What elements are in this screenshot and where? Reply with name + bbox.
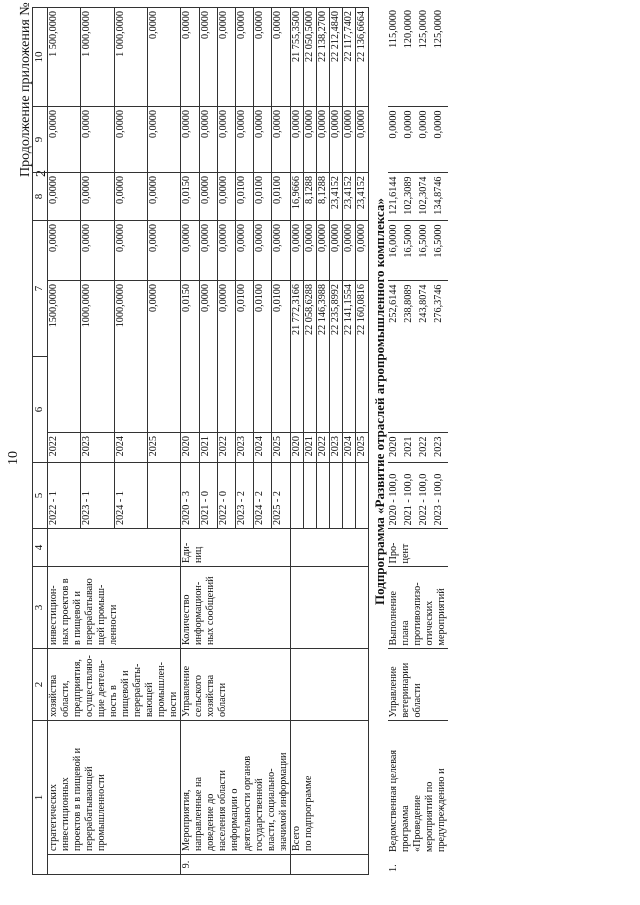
executor: [290, 649, 368, 721]
indicator-value: [303, 463, 316, 529]
local-budget: 0,0000: [290, 107, 303, 173]
local-budget: 0,0000: [272, 107, 290, 173]
federal-budget: 0,0000: [235, 221, 253, 281]
extra-budget: 22 117,7402: [342, 8, 355, 107]
table-row: [181, 8, 199, 875]
year: 2022: [48, 433, 81, 463]
regional-budget: 0,0000: [114, 173, 147, 221]
regional-budget: 23,4152: [355, 173, 368, 221]
item-number: [290, 855, 368, 875]
extra-budget: 0,0000: [254, 8, 272, 107]
header-cell: 10: [33, 8, 48, 107]
total-amount: 22 160,0816: [355, 281, 368, 433]
extra-budget: 120,0000: [403, 10, 415, 49]
year: 2021: [303, 433, 316, 463]
year: 2023: [433, 433, 448, 463]
local-budget: 0,0000: [199, 107, 217, 173]
local-budget: 0,0000: [217, 107, 235, 173]
extra-budget: 22 212,4840: [329, 8, 342, 107]
local-budget: 0,0000: [48, 107, 81, 173]
total-amount: 0,0000: [147, 281, 180, 433]
federal-budget: 16,0000: [388, 221, 403, 281]
local-budget: 0,0000: [388, 107, 403, 173]
extra-budget: 1 000,0000: [114, 8, 147, 107]
regional-budget: 0,0100: [254, 173, 272, 221]
indicator-value: 2024 - 1: [114, 463, 147, 529]
regional-budget: 0,0150: [181, 173, 199, 221]
federal-budget: 0,0000: [303, 221, 316, 281]
indicator-value: [355, 463, 368, 529]
event-name: Ведомственная целевая программа «Проведение мероприятий по предупреждению и: [388, 721, 448, 855]
federal-budget: 0,0000: [342, 221, 355, 281]
table-row: [48, 8, 81, 875]
header-cell: 2: [33, 649, 48, 721]
local-budget: 0,0000: [114, 107, 147, 173]
federal-budget: 0,0000: [355, 221, 368, 281]
regional-budget: 0,0000: [217, 173, 235, 221]
total-amount: 22 141,1554: [342, 281, 355, 433]
year: 2022: [316, 433, 329, 463]
local-budget: 0,0000: [181, 107, 199, 173]
header-cell: 1: [33, 721, 48, 875]
local-budget: 0,0000: [303, 107, 316, 173]
total-amount: 276,3746: [433, 281, 448, 433]
header-cell: 7: [33, 221, 48, 357]
local-budget: 0,0000: [235, 107, 253, 173]
regional-budget: 23,4152: [329, 173, 342, 221]
event-name: стратегических инвестиционных проектов в в пищевой и перерабатывающей промышленности: [48, 721, 181, 855]
year: 2025: [355, 433, 368, 463]
indicator-value: 2020 - 100,0: [388, 463, 403, 529]
total-amount: 0,0100: [272, 281, 290, 433]
table-row: [290, 8, 303, 875]
indicator-value: 2023 - 100,0: [433, 463, 448, 529]
extra-budget: 1 500,0000: [48, 8, 81, 107]
regional-budget: 121,6144: [388, 173, 403, 221]
total-amount: 1000,0000: [114, 281, 147, 433]
extra-budget: 22 138,2700: [316, 8, 329, 107]
indicator: инвестицион- ных проектов в в пищевой и перерабатываю щей промыш- ленности: [48, 567, 181, 649]
indicator-value: 2023 - 1: [81, 463, 114, 529]
local-budget: 0,0000: [418, 107, 433, 173]
local-budget: 0,0000: [403, 107, 418, 173]
federal-budget: 0,0000: [114, 221, 147, 281]
year: 2022: [217, 433, 235, 463]
local-budget: 0,0000: [316, 107, 329, 173]
unit: [48, 529, 181, 567]
regional-budget: 0,0000: [199, 173, 217, 221]
federal-budget: 0,0000: [272, 221, 290, 281]
year: 2024: [342, 433, 355, 463]
header-cell: 3: [33, 567, 48, 649]
regional-budget: 0,0000: [147, 173, 180, 221]
total-amount: 1500,0000: [48, 281, 81, 433]
federal-budget: 0,0000: [254, 221, 272, 281]
local-budget: 0,0000: [433, 107, 448, 173]
local-budget: 0,0000: [81, 107, 114, 173]
total-amount: 22 058,6288: [303, 281, 316, 433]
federal-budget: 0,0000: [48, 221, 81, 281]
year: 2020: [388, 433, 403, 463]
year: 2023: [235, 433, 253, 463]
regional-budget: 0,0100: [235, 173, 253, 221]
extra-budget: 22 136,6664: [355, 8, 368, 107]
page-number: 10: [6, 451, 21, 465]
extra-budget: 0,0000: [181, 8, 199, 107]
header-cell: 8: [33, 173, 48, 221]
federal-budget: 16,5000: [433, 221, 448, 281]
year: 2023: [329, 433, 342, 463]
unit: Про- цент: [388, 529, 448, 567]
indicator-value: [290, 463, 303, 529]
extra-budget: 0,0000: [147, 8, 180, 107]
federal-budget: 0,0000: [217, 221, 235, 281]
extra-budget: 22 050,5000: [303, 8, 316, 107]
executor: хозяйства области, предприятия, осуществляю- щие деятель- ность в пищевой и перерабаты- вающей промышлен- ности: [48, 649, 181, 721]
total-amount: 243,8074: [418, 281, 433, 433]
indicator-value: 2022 - 100,0: [418, 463, 433, 529]
year: 2021: [199, 433, 217, 463]
federal-budget: 0,0000: [147, 221, 180, 281]
total-amount: 1000,0000: [81, 281, 114, 433]
total-amount: 21 772,3166: [290, 281, 303, 433]
regional-budget: 23,4152: [342, 173, 355, 221]
executor: Управление ветеринарии области: [388, 649, 448, 721]
unit: [290, 529, 368, 567]
indicator-value: [147, 463, 180, 529]
indicator-value: 2022 - 1: [48, 463, 81, 529]
federal-budget: 0,0000: [181, 221, 199, 281]
extra-budget: 0,0000: [235, 8, 253, 107]
year: 2022: [418, 433, 433, 463]
indicator-value: 2022 - 0: [217, 463, 235, 529]
header-cell: 6: [33, 357, 48, 463]
event-name: Мероприятия, направленные на доведение до населения области информации о деятельности органов государственной власти, социально- значимой информации: [181, 721, 290, 855]
federal-budget: 0,0000: [81, 221, 114, 281]
extra-budget: 0,0000: [272, 8, 290, 107]
indicator: Выполнение плана противоэпизо- отических мероприятий: [388, 567, 448, 649]
total-amount: 0,0100: [235, 281, 253, 433]
extra-budget: 1 000,0000: [81, 8, 114, 107]
total-amount: 0,0000: [199, 281, 217, 433]
total-amount: 252,6144: [388, 281, 403, 433]
federal-budget: 0,0000: [199, 221, 217, 281]
local-budget: 0,0000: [355, 107, 368, 173]
federal-budget: 0,0000: [316, 221, 329, 281]
appendix-caption: Продолжение приложения № 2: [18, 2, 49, 177]
year: 2025: [272, 433, 290, 463]
event-name: Всего по подпрограмме: [290, 721, 368, 855]
regional-budget: 0,0100: [272, 173, 290, 221]
total-amount: 0,0150: [181, 281, 199, 433]
local-budget: 0,0000: [329, 107, 342, 173]
federal-budget: 0,0000: [290, 221, 303, 281]
header-cell: 5: [33, 463, 48, 529]
regional-budget: 102,3089: [403, 173, 418, 221]
extra-budget: 125,0000: [418, 10, 430, 49]
local-budget: 0,0000: [147, 107, 180, 173]
total-amount: 238,8089: [403, 281, 418, 433]
subprogram-title: Подпрограмма «Развитие отраслей агропромышленного комплекса»: [372, 198, 387, 605]
federal-budget: 16,5000: [403, 221, 418, 281]
year: 2025: [147, 433, 180, 463]
local-budget: 0,0000: [342, 107, 355, 173]
total-amount: 0,0000: [217, 281, 235, 433]
indicator-value: 2020 - 3: [181, 463, 199, 529]
total-amount: 22 235,8992: [329, 281, 342, 433]
extra-budget: 125,0000: [433, 10, 445, 49]
regional-budget: 0,0000: [81, 173, 114, 221]
extra-budget: 21 755,3500: [290, 8, 303, 107]
table-row: [388, 7, 403, 875]
indicator-value: [316, 463, 329, 529]
extra-budget: 115,0000: [388, 10, 399, 48]
year: 2023: [81, 433, 114, 463]
federal-budget: 0,0000: [329, 221, 342, 281]
header-cell: 4: [33, 529, 48, 567]
total-amount: 0,0100: [254, 281, 272, 433]
indicator-value: 2023 - 2: [235, 463, 253, 529]
indicator: [290, 567, 368, 649]
extra-budget: 0,0000: [199, 8, 217, 107]
year: 2020: [290, 433, 303, 463]
regional-budget: 8,1288: [303, 173, 316, 221]
executor: Управление сельского хозяйства области: [181, 649, 290, 721]
item-number: 9.: [181, 855, 290, 875]
item-number: [48, 855, 181, 875]
indicator-value: [329, 463, 342, 529]
indicator-value: 2024 - 2: [254, 463, 272, 529]
regional-budget: 0,0000: [48, 173, 81, 221]
regional-budget: 8,1288: [316, 173, 329, 221]
federal-budget: 16,5000: [418, 221, 433, 281]
extra-budget: 0,0000: [217, 8, 235, 107]
year: 2024: [254, 433, 272, 463]
unit: Еди- ниц: [181, 529, 290, 567]
table-row: [33, 8, 48, 875]
regional-budget: 102,3074: [418, 173, 433, 221]
main-table: [32, 7, 369, 875]
local-budget: 0,0000: [254, 107, 272, 173]
item-number: 1.: [388, 864, 399, 872]
year: 2020: [181, 433, 199, 463]
indicator-value: 2021 - 100,0: [403, 463, 418, 529]
header-cell: 9: [33, 107, 48, 173]
subprogram-table: [388, 7, 448, 875]
regional-budget: 134,8746: [433, 173, 448, 221]
indicator: Количество информацион- ных сообщений: [181, 567, 290, 649]
total-amount: 22 146,3988: [316, 281, 329, 433]
indicator-value: 2021 - 0: [199, 463, 217, 529]
regional-budget: 16,9666: [290, 173, 303, 221]
year: 2024: [114, 433, 147, 463]
indicator-value: [342, 463, 355, 529]
year: 2021: [403, 433, 418, 463]
indicator-value: 2025 - 2: [272, 463, 290, 529]
